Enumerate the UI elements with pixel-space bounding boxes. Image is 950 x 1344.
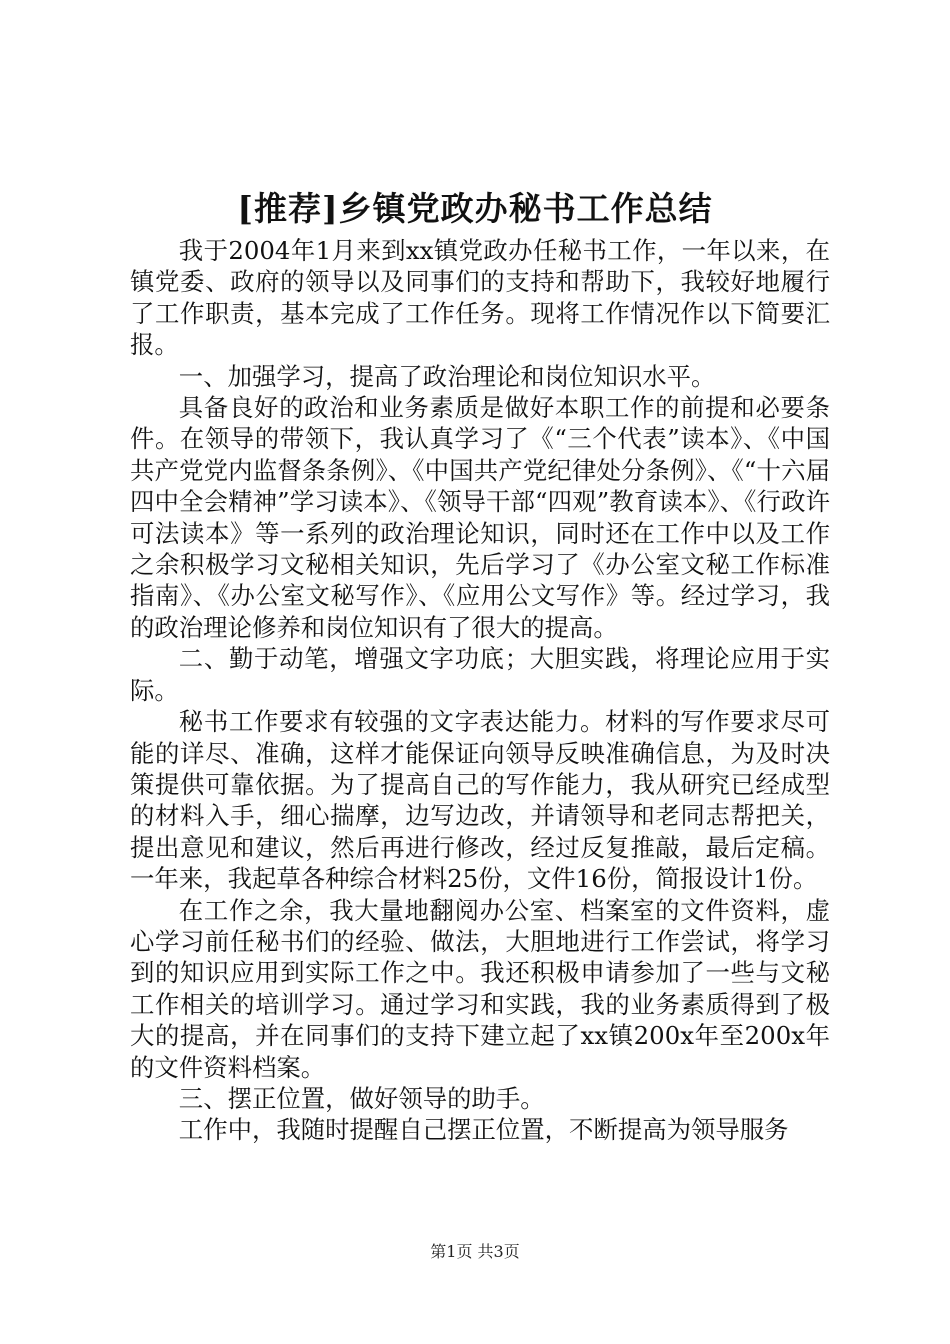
intro-paragraph: 我于2004年1月来到xx镇党政办任秘书工作，一年以来，在镇党委、政府的领导以及同事们的支持和帮助下，我较好地履行了工作职责，基本完成了工作任务。现将工作情况作以下简要汇报。 <box>130 236 830 360</box>
section-heading-3: 三、摆正位置，做好领导的助手。 <box>178 1083 545 1113</box>
body-paragraph: 秘书工作要求有较强的文字表达能力。材料的写作要求尽可能的详尽、准确，这样才能保证向领导反映准确信息，为及时决策提供可靠依据。为了提高自己的写作能力，我从研究已经成型的材料入手，细心揣摩，边写边改，并请领导和老同志帮把关，提出意见和建议，然后再进行修改，经过反复推敲，最后定稿。一年来，我起草各种综合材料25份，文件16份，简报设计1份。 <box>130 707 830 894</box>
body-paragraph: 工作中，我随时提醒自己摆正位置，不断提高为领导服务 <box>178 1115 789 1145</box>
section-heading-1: 一、加强学习，提高了政治理论和岗位知识水平。 <box>178 361 716 391</box>
page-number-footer: 第1页 共3页 <box>430 1242 520 1261</box>
document-title: [推荐]乡镇党政办秘书工作总结 <box>237 189 713 228</box>
body-paragraph: 具备良好的政治和业务素质是做好本职工作的前提和必要条件。在领导的带领下，我认真学习了《“三个代表”读本》、《中国共产党党内监督条条例》、《中国共产党纪律处分条例》、《“十六届四中全会精神”学习读本》、《领导干部“四观”教育读本》、《行政许可法读本》等一系列的政治理论知识，同时还在工作中以及工作之余积极学习文秘相关知识，先后学习了《办公室文秘工作标准指南》、《办公室文秘写作》、《应用公文写作》等。经过学习，我的政治理论修养和岗位知识有了很大的提高。 <box>130 393 830 642</box>
body-paragraph: 在工作之余，我大量地翻阅办公室、档案室的文件资料，虚心学习前任秘书们的经验、做法，大胆地进行工作尝试，将学习到的知识应用到实际工作之中。我还积极申请参加了一些与文秘工作相关的培训学习。通过学习和实践，我的业务素质得到了极大的提高，并在同事们的支持下建立起了xx镇200x年至200x年的文件资料档案。 <box>130 895 830 1082</box>
document-body <box>130 235 830 1146</box>
section-heading-2: 二、勤于动笔，增强文字功底；大胆实践，将理论应用于实际。 <box>130 644 830 705</box>
